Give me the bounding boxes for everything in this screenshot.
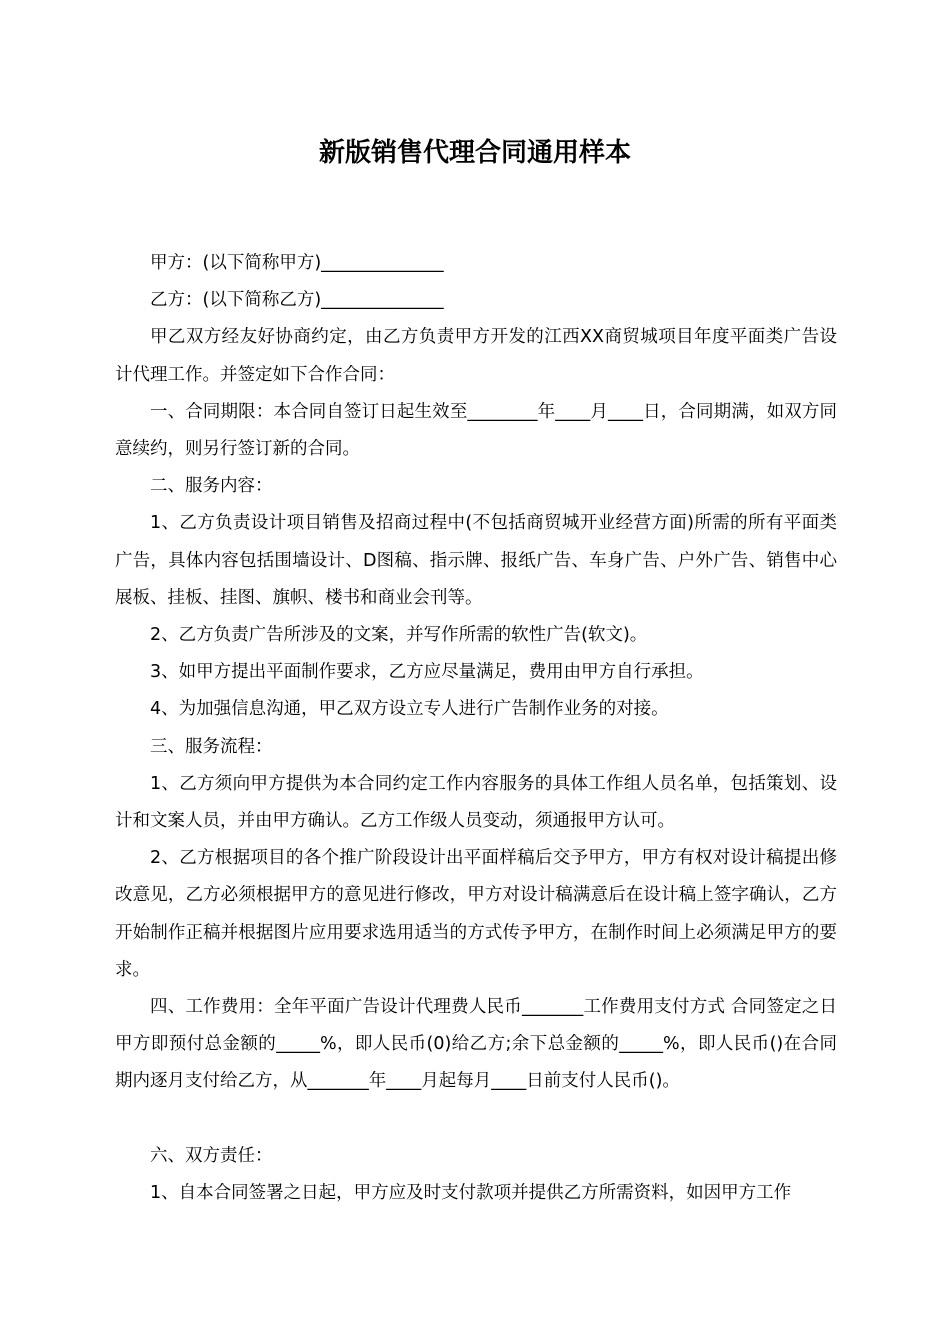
section-3-heading: 三、服务流程： xyxy=(150,736,273,757)
intro-paragraph: 甲乙双方经友好协商约定，由乙方负责甲方开发的江西XX商贸城项目年度平面类广告设计代理工作。并签定如下合作合同： xyxy=(115,327,837,385)
section-6-heading: 六、双方责任： xyxy=(150,1145,273,1166)
section-3-item-2: 2、乙方根据项目的各个推广阶段设计出平面样稿后交予甲方，甲方有权对设计稿提出修改意见，乙方必须根据甲方的意见进行修改，甲方对设计稿满意后在设计稿上签字确认，乙方开始制作正稿并根据图片应用要求选用适当的方式传予甲方，在制作时间上必须满足甲方的要求。 xyxy=(115,848,837,980)
document-body xyxy=(115,245,837,1212)
section-6-item-1: 1、自本合同签署之日起，甲方应及时支付款项并提供乙方所需资料，如因甲方工作 xyxy=(150,1182,792,1203)
section-2-heading: 二、服务内容： xyxy=(150,476,273,497)
section-2-item-3: 3、如甲方提出平面制作要求，乙方应尽量满足，费用由甲方自行承担。 xyxy=(150,662,704,683)
section-2-item-2: 2、乙方负责广告所涉及的文案，并写作所需的软性广告(软文)。 xyxy=(150,625,648,646)
section-2-item-4: 4、为加强信息沟通，甲乙双方设立专人进行广告制作业务的对接。 xyxy=(150,699,669,720)
party-a-line: 甲方：(以下简称甲方)______________ xyxy=(150,253,444,273)
party-b-line: 乙方：(以下简称乙方)______________ xyxy=(150,290,444,311)
section-1-contract-term: 一、合同期限：本合同自签订日起生效至________年____月____日，合同期满，如双方同意续约，则另行签订新的合同。 xyxy=(115,401,837,460)
section-4-fees: 四、工作费用：全年平面广告设计代理费人民币_______工作费用支付方式 合同签定之日甲方即预付总金额的_____%，即人民币(0)给乙方;余下总金额的_____%，即人民币()在合同期内逐月支付给乙方，从_______年____月起每月____日前支付人民币()。 xyxy=(115,997,837,1092)
section-3-item-1: 1、乙方须向甲方提供为本合同约定工作内容服务的具体工作组人员名单，包括策划、设计和文案人员，并由甲方确认。乙方工作级人员变动，须通报甲方认可。 xyxy=(115,773,837,832)
document-title: 新版销售代理合同通用样本 xyxy=(318,138,631,168)
section-2-item-1: 1、乙方负责设计项目销售及招商过程中(不包括商贸城开业经营方面)所需的所有平面类广告，具体内容包括围墙设计、D图稿、指示牌、报纸广告、车身广告、户外广告、销售中心展板、挂板、挂图、旗帜、楼书和商业会刊等。 xyxy=(115,513,837,608)
